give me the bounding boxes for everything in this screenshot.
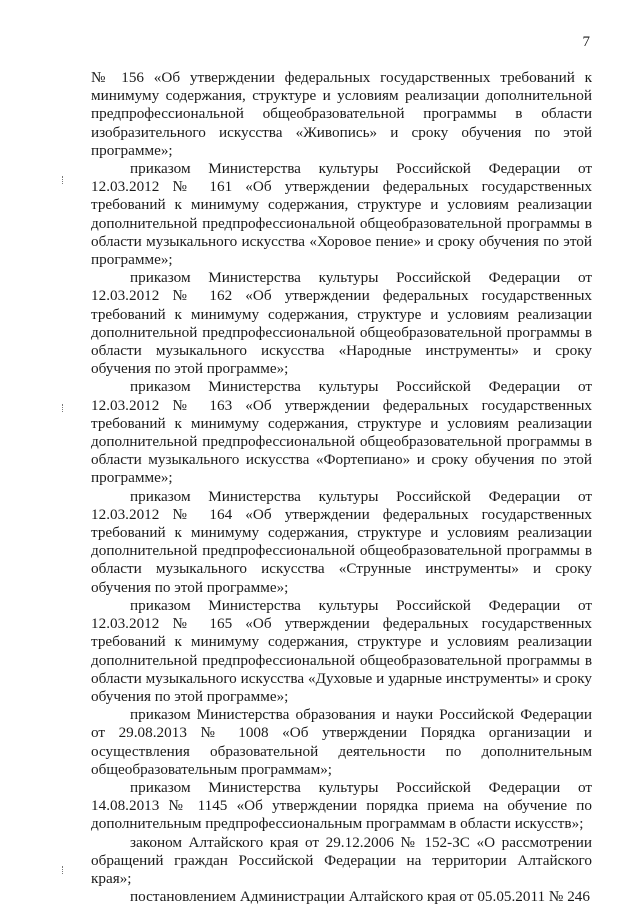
paragraph: законом Алтайского края от 29.12.2006 № 152-ЗС «О рассмотрении обращений граждан Российской Федерации на территории Алтайского края»; [91, 833, 592, 887]
margin-mark [62, 176, 65, 184]
paragraph: приказом Министерства культуры Российской Федерации от 12.03.2012 № 163 «Об утверждении федеральных государственных требований к минимуму содержания, структуре и условиям реализации дополнительной предпрофессиональной общеобразовательной программы в области музыкального искусства «Фортепиано» и сроку обучения по этой программе»; [91, 378, 592, 487]
paragraph: постановлением Администрации Алтайского края от 05.05.2011 № 246 [130, 888, 590, 906]
page-number: 7 [582, 34, 590, 50]
paragraph: № 156 «Об утверждении федеральных государственных требований к минимуму содержания, структуре и условиям реализации дополнительной предпрофессиональной общеобразовательной программы в области изобразительного искусства «Живопись» и сроку обучения по этой программе»; [91, 69, 592, 159]
paragraph: приказом Министерства культуры Российской Федерации от 12.03.2012 № 162 «Об утверждении федеральных государственных требований к минимуму содержания, структуре и условиям реализации дополнительной предпрофессиональной общеобразовательной программы в области музыкального искусства «Народные инструменты» и сроку обучения по этой программе»; [91, 269, 592, 378]
paragraph: приказом Министерства образования и науки Российской Федерации от 29.08.2013 № 1008 «Об утверждении Порядка организации и осуществления образовательной деятельности по дополнительным общеобразовательным программам»; [91, 706, 592, 778]
paragraph: приказом Министерства культуры Российской Федерации от 12.03.2012 № 165 «Об утверждении федеральных государственных требований к минимуму содержания, структуре и условиям реализации дополнительной предпрофессиональной общеобразовательной программы в области музыкального искусства «Духовые и ударные инструменты» и сроку обучения по этой программе»; [91, 596, 592, 705]
document-body [91, 69, 592, 906]
paragraph: приказом Министерства культуры Российской Федерации от 14.08.2013 № 1145 «Об утверждении порядка приема на обучение по дополнительным предпрофессиональным программам в области искусств»; [91, 778, 592, 833]
margin-mark [62, 866, 65, 874]
margin-mark [62, 404, 65, 412]
paragraph: приказом Министерства культуры Российской Федерации от 12.03.2012 № 164 «Об утверждении федеральных государственных требований к минимуму содержания, структуре и условиям реализации дополнительной предпрофессиональной общеобразовательной программы в области музыкального искусства «Струнные инструменты» и сроку обучения по этой программе»; [91, 487, 592, 596]
paragraph: приказом Министерства культуры Российской Федерации от 12.03.2012 № 161 «Об утверждении федеральных государственных требований к минимуму содержания, структуре и условиям реализации дополнительной предпрофессиональной общеобразовательной программы в области музыкального искусства «Хоровое пение» и сроку обучения по этой программе»; [91, 160, 592, 269]
